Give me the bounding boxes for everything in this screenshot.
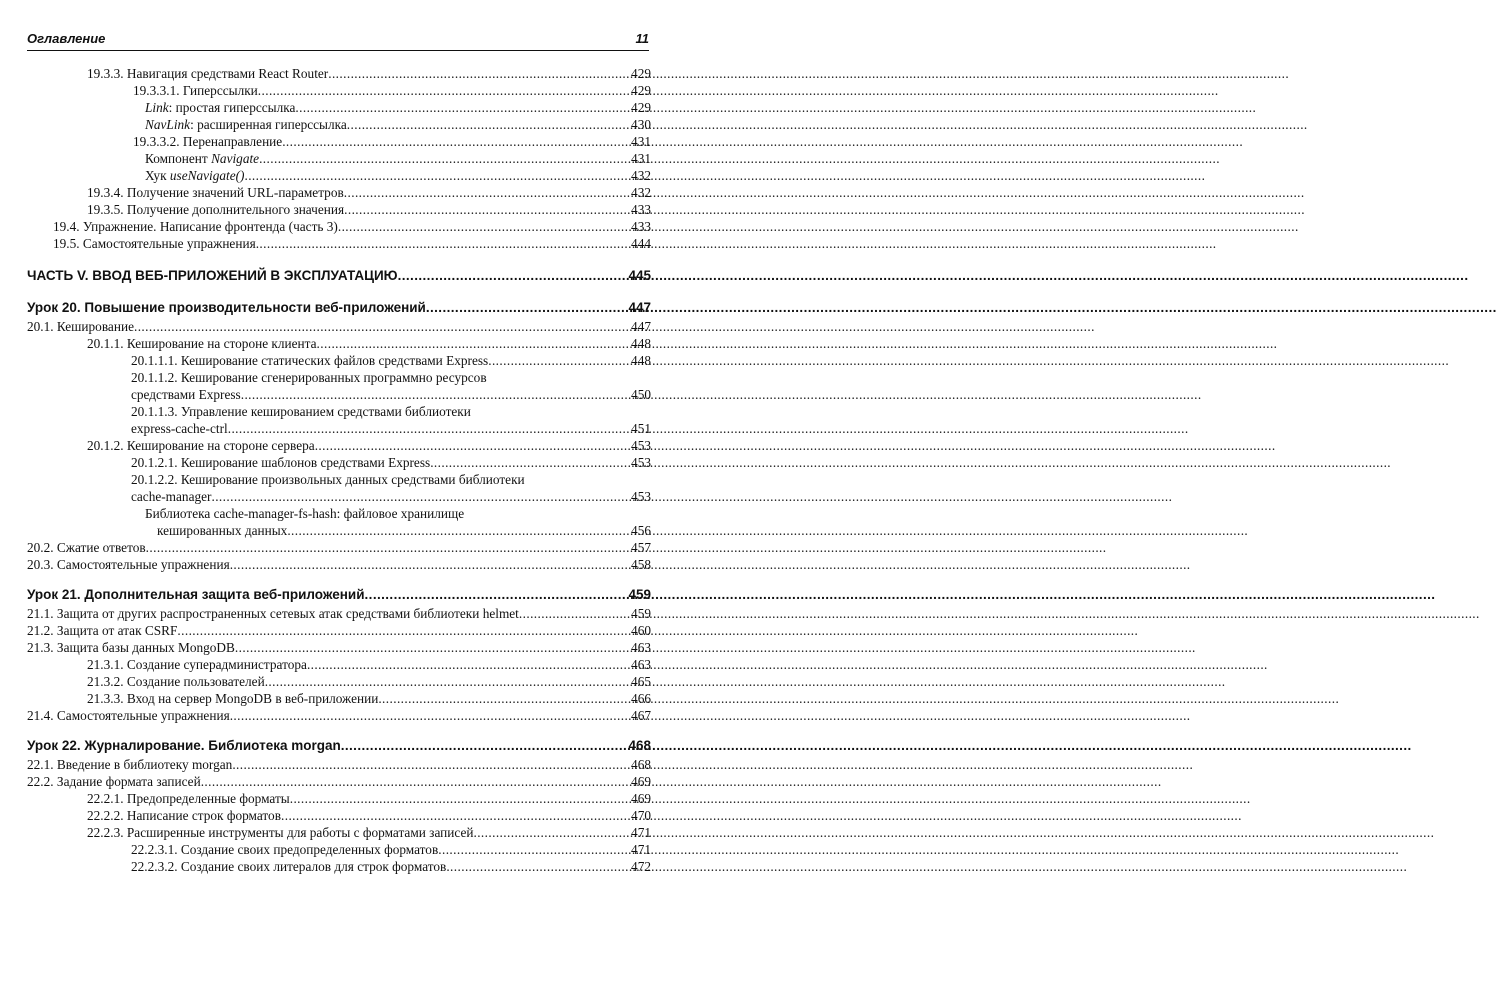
toc-entry[interactable]: cache-manager ..... 453 — [27, 488, 651, 505]
toc-entry[interactable]: 21.1. Защита от других распространенных сетевых атак средствами библиотеки helmet ..... 459 — [27, 605, 651, 622]
toc-entry[interactable]: 20.1.1. Кеширование на стороне клиента ..... 448 — [27, 335, 651, 352]
toc-entry[interactable]: 21.3.2. Создание пользователей ..... 465 — [27, 673, 651, 690]
toc-entry-line: 20.1.1.2. Кеширование сгенерированных программно ресурсов — [131, 370, 487, 385]
toc-entry[interactable]: 19.4. Упражнение. Написание фронтенда (часть 3) ..... 433 — [27, 218, 651, 235]
toc-entry[interactable]: 20.1.2. Кеширование на стороне сервера ..... 453 — [27, 437, 651, 454]
toc-entry[interactable]: 21.3.1. Создание суперадминистратора ..... 463 — [27, 656, 651, 673]
toc-entry[interactable]: 20.3. Самостоятельные упражнения ..... 458 — [27, 556, 651, 573]
book-page — [0, 0, 700, 988]
toc-entry[interactable]: 19.3.3. Навигация средствами React Router ..... 429 — [27, 65, 651, 82]
toc-entry[interactable]: Link: простая гиперссылка ..... 429 — [27, 99, 651, 116]
toc-entry-line: Библиотека cache-manager-fs-hash: файловое хранилище — [145, 506, 465, 521]
toc-entry[interactable]: 22.2.3. Расширенные инструменты для работы с форматами записей ..... 471 — [27, 824, 651, 841]
toc-part-heading[interactable]: ЧАСТЬ V. ВВОД ВЕБ-ПРИЛОЖЕНИЙ В ЭКСПЛУАТАЦИЮ ..... 445 — [27, 266, 651, 286]
toc-entry[interactable]: express-cache-ctrl ..... 451 — [27, 420, 651, 437]
toc-entry[interactable]: 20.1.1.1. Кеширование статических файлов средствами Express ..... 448 — [27, 352, 651, 369]
toc-entry[interactable]: 22.2.3.1. Создание своих предопределенных форматов ..... 471 — [27, 841, 651, 858]
header-title: Оглавление — [27, 31, 106, 46]
toc-entry-line: 20.1.1.3. Управление кешированием средствами библиотеки — [131, 404, 471, 419]
toc-entry[interactable]: NavLink: расширенная гиперссылка ..... 430 — [27, 116, 651, 133]
toc-entry[interactable]: 21.3. Защита базы данных MongoDB ..... 463 — [27, 639, 651, 656]
toc-entry[interactable]: 20.2. Сжатие ответов ..... 457 — [27, 539, 651, 556]
toc-entry[interactable]: 21.2. Защита от атак CSRF ..... 460 — [27, 622, 651, 639]
toc-entry[interactable]: 22.2. Задание формата записей ..... 469 — [27, 773, 651, 790]
header-page-number: 11 — [635, 31, 649, 46]
toc-entry[interactable]: Хук useNavigate() ..... 432 — [27, 167, 651, 184]
toc-entry[interactable]: 22.2.3.2. Создание своих литералов для строк форматов ..... 472 — [27, 858, 651, 875]
toc-entry[interactable]: 20.1. Кеширование ..... 447 — [27, 318, 651, 335]
toc-entry[interactable]: 21.3.3. Вход на сервер MongoDB в веб-приложении ..... 466 — [27, 690, 651, 707]
toc-entry[interactable]: 21.4. Самостоятельные упражнения ..... 467 — [27, 707, 651, 724]
toc-entry[interactable]: Компонент Navigate ..... 431 — [27, 150, 651, 167]
toc-lesson-heading[interactable]: Урок 20. Повышение производительности веб-приложений ..... 447 — [27, 298, 651, 318]
toc-entry[interactable]: 22.2.1. Предопределенные форматы ..... 469 — [27, 790, 651, 807]
toc-entry[interactable]: 19.3.3.1. Гиперссылки ..... 429 — [27, 82, 651, 99]
toc-entry-line: 20.1.2.2. Кеширование произвольных данных средствами библиотеки — [131, 472, 525, 487]
toc-entry[interactable]: 19.3.4. Получение значений URL-параметров ..... 432 — [27, 184, 651, 201]
toc-entry[interactable]: 19.3.5. Получение дополнительного значения ..... 433 — [27, 201, 651, 218]
toc-entry[interactable]: 22.2.2. Написание строк форматов ..... 470 — [27, 807, 651, 824]
toc-entry[interactable]: 20.1.2.1. Кеширование шаблонов средствами Express ..... 453 — [27, 454, 651, 471]
toc-lesson-heading[interactable]: Урок 22. Журналирование. Библиотека morgan ..... 468 — [27, 736, 651, 756]
toc-entry[interactable]: 19.5. Самостоятельные упражнения ..... 444 — [27, 235, 651, 252]
table-of-contents — [27, 65, 651, 875]
toc-entry[interactable]: 19.3.3.2. Перенаправление ..... 431 — [27, 133, 651, 150]
toc-lesson-heading[interactable]: Урок 21. Дополнительная защита веб-приложений ..... 459 — [27, 585, 651, 605]
running-header — [27, 28, 649, 51]
toc-entry[interactable]: кешированных данных ..... 456 — [27, 522, 651, 539]
toc-entry[interactable]: 22.1. Введение в библиотеку morgan ..... 468 — [27, 756, 651, 773]
toc-entry[interactable]: средствами Express ..... 450 — [27, 386, 651, 403]
